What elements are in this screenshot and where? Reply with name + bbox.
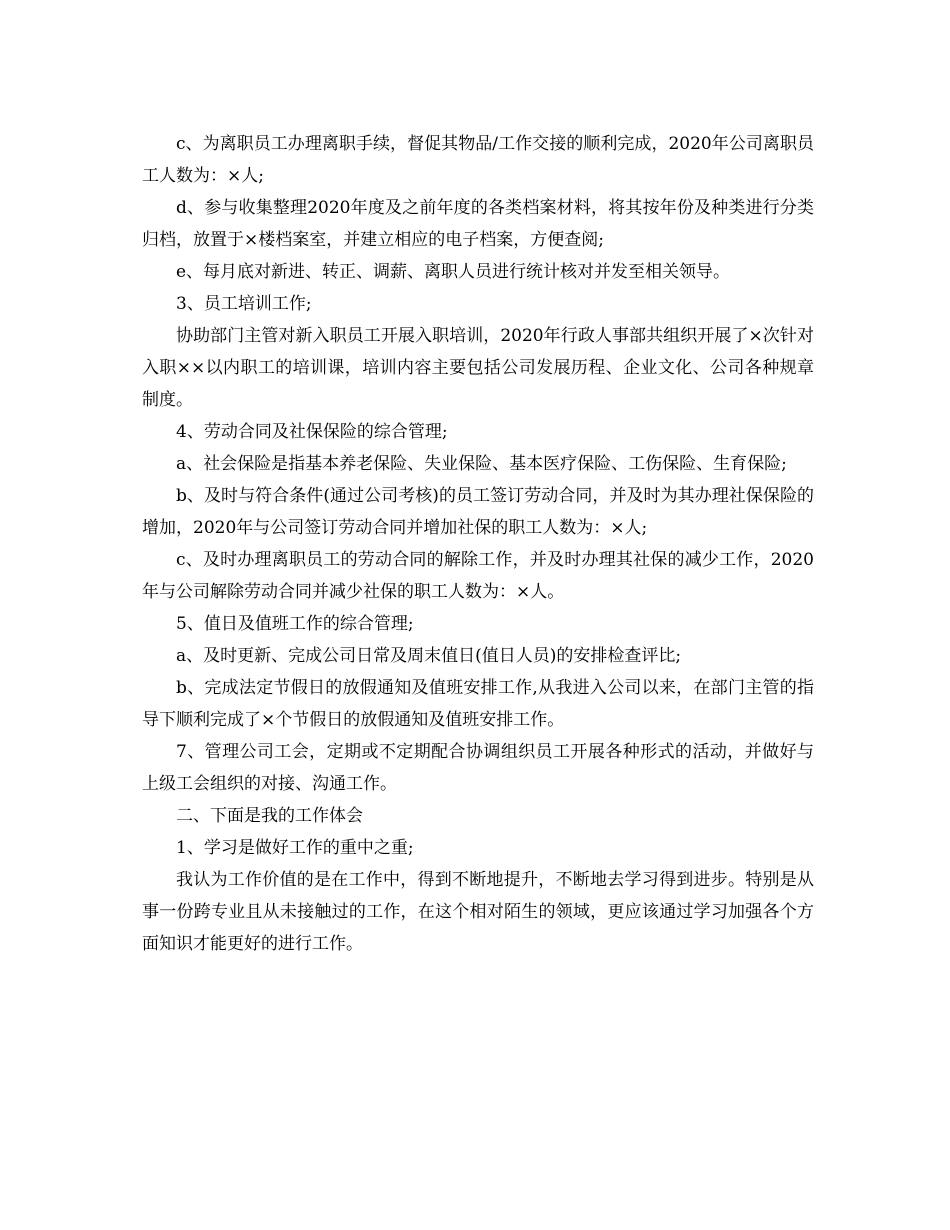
paragraph-learning-reflection: 我认为工作价值的是在工作中，得到不断地提升，不断地去学习得到进步。特别是从事一份跨专业且从未接触过的工作，在这个相对陌生的领域，更应该通过学习加强各个方面知识才能更好的进行工作。 — [142, 870, 814, 954]
paragraph-resignation-procedures: c、为离职员工办理离职手续，督促其物品/工作交接的顺利完成，2020年公司离职员工人数为：×人; — [142, 134, 814, 186]
heading-duty-management: 5、值日及值班工作的综合管理; — [176, 614, 414, 634]
heading-labor-contract-social-insurance: 4、劳动合同及社保保险的综合管理; — [176, 422, 448, 442]
paragraph-archive-management: d、参与收集整理2020年度及之前年度的各类档案材料，将其按年份及种类进行分类归档，放置于×楼档案室，并建立相应的电子档案，方便查阅; — [142, 198, 814, 250]
heading-learning-importance: 1、学习是做好工作的重中之重; — [176, 838, 414, 858]
paragraph-onboarding-training: 协助部门主管对新入职员工开展入职培训，2020年行政人事部共组织开展了×次针对入职××以内职工的培训课，培训内容主要包括公司发展历程、企业文化、公司各种规章制度。 — [142, 326, 814, 410]
document-body — [142, 128, 814, 960]
paragraph-contract-termination: c、及时办理离职员工的劳动合同的解除工作，并及时办理其社保的减少工作，2020年与公司解除劳动合同并减少社保的职工人数为：×人。 — [142, 550, 814, 602]
paragraph-duty-schedule: a、及时更新、完成公司日常及周末值日(值日人员)的安排检查评比; — [176, 646, 682, 666]
paragraph-social-insurance-definition: a、社会保险是指基本养老保险、失业保险、基本医疗保险、工伤保险、生育保险; — [176, 454, 787, 474]
paragraph-monthly-statistics: e、每月底对新进、转正、调薪、离职人员进行统计核对并发至相关领导。 — [176, 262, 731, 282]
heading-employee-training: 3、员工培训工作; — [176, 294, 312, 314]
heading-work-experience: 二、下面是我的工作体会 — [176, 806, 363, 826]
paragraph-contract-signing: b、及时与符合条件(通过公司考核)的员工签订劳动合同，并及时为其办理社保保险的增加，2020年与公司签订劳动合同并增加社保的职工人数为：×人; — [142, 486, 814, 538]
paragraph-holiday-notice: b、完成法定节假日的放假通知及值班安排工作,从我进入公司以来，在部门主管的指导下顺利完成了×个节假日的放假通知及值班安排工作。 — [142, 678, 814, 730]
paragraph-union-management: 7、管理公司工会，定期或不定期配合协调组织员工开展各种形式的活动，并做好与上级工会组织的对接、沟通工作。 — [142, 742, 814, 794]
